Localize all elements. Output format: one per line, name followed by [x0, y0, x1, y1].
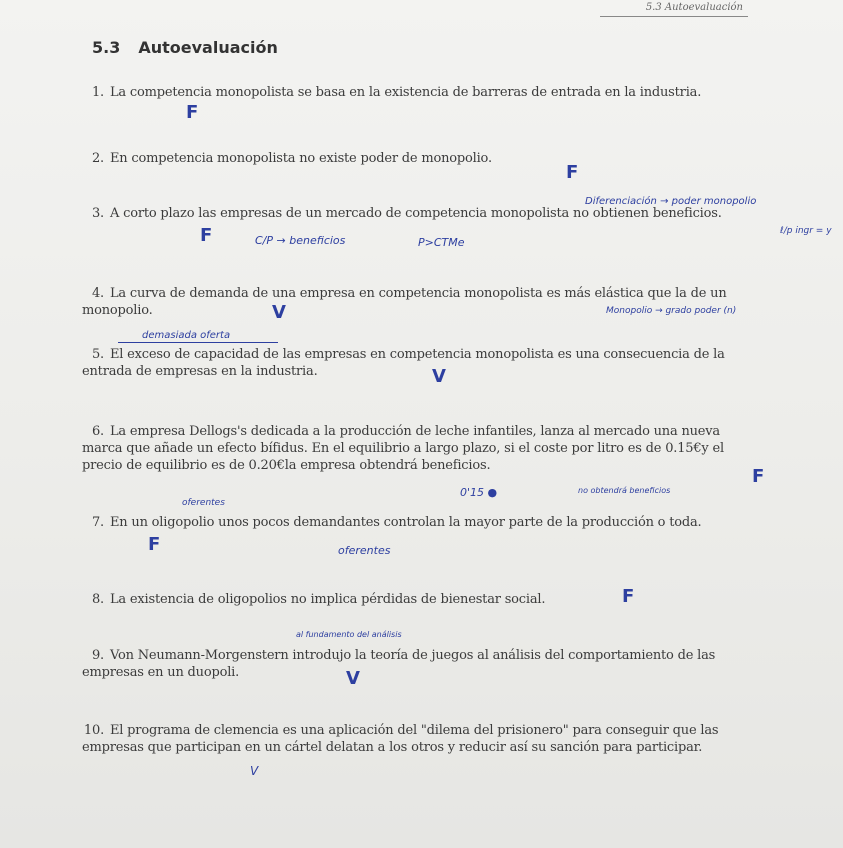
question-number: 9.	[91, 648, 104, 663]
handwritten-note: oferentes	[338, 544, 391, 557]
question-number: 6.	[91, 424, 104, 439]
handwritten-note: Diferenciación → poder monopolio	[585, 196, 757, 207]
answer-mark: V	[432, 366, 446, 387]
question-10	[82, 722, 762, 756]
section-title-text: Autoevaluación	[138, 38, 278, 57]
question-text: La curva de demanda de una empresa en competencia monopolista es más elástica que la de un monopolio.	[82, 286, 727, 318]
question-3	[82, 205, 762, 222]
section-title	[92, 38, 278, 57]
question-text: A corto plazo las empresas de un mercado de competencia monopolista no obtienen beneficios.	[110, 206, 722, 221]
question-number: 7.	[91, 515, 104, 530]
handwritten-note: demasiada oferta	[142, 330, 231, 341]
question-text: En competencia monopolista no existe poder de monopolio.	[110, 151, 492, 166]
answer-mark: F	[200, 225, 213, 246]
answer-mark: V	[346, 668, 360, 689]
handwritten-note: 0'15 ●	[460, 486, 498, 499]
question-number: 8.	[91, 592, 104, 607]
question-6	[82, 423, 762, 474]
question-number: 1.	[91, 85, 104, 100]
question-8	[82, 591, 762, 608]
answer-mark: V	[250, 764, 259, 778]
question-number: 10.	[83, 723, 104, 738]
question-text: El exceso de capacidad de las empresas en competencia monopolista es una consecuencia de la entrada de empresas en la industria.	[82, 347, 725, 379]
question-text: Von Neumann-Morgenstern introdujo la teoría de juegos al análisis del comportamiento de las empresas en un duopoli.	[82, 648, 716, 680]
handwritten-note: no obtendrá beneficios	[578, 486, 671, 495]
handwritten-note: al fundamento del análisis	[296, 630, 402, 639]
section-number: 5.3	[92, 38, 121, 57]
question-text: El programa de clemencia es una aplicación del "dilema del prisionero" para conseguir que las empresas que participan en un cártel delatan a los otros y reducir así su sanción para participar.	[82, 723, 719, 755]
running-head: 5.3 Autoevaluación	[645, 2, 743, 13]
question-number: 5.	[91, 347, 104, 362]
handwritten-note: ℓ/p ingr = y	[780, 226, 832, 236]
header-rule	[600, 16, 748, 17]
question-text: La existencia de oligopolios no implica pérdidas de bienestar social.	[110, 592, 546, 607]
question-9	[82, 647, 762, 681]
question-text: En un oligopolio unos pocos demandantes controlan la mayor parte de la producción o toda.	[110, 515, 702, 530]
answer-mark: F	[186, 102, 199, 123]
handwritten-note: P>CTMe	[418, 236, 465, 249]
answer-mark: F	[622, 586, 635, 607]
question-7	[82, 514, 762, 531]
question-number: 3.	[91, 206, 104, 221]
answer-mark: F	[752, 466, 765, 487]
answer-mark: V	[272, 302, 286, 323]
question-2	[82, 150, 762, 167]
question-text: La competencia monopolista se basa en la existencia de barreras de entrada en la industria.	[110, 85, 702, 100]
question-1	[82, 84, 762, 101]
answer-mark: F	[148, 534, 161, 555]
question-number: 4.	[91, 286, 104, 301]
question-5	[82, 346, 762, 380]
handwritten-note: oferentes	[182, 498, 225, 508]
question-text: La empresa Dellogs's dedicada a la producción de leche infantiles, lanza al mercado una nueva marca que añade un efecto bífidus. En el equilibrio a largo plazo, si el coste por litro es de 0.15€y el precio de equilibrio es de 0.20€la empresa obtendrá beneficios.	[82, 424, 724, 473]
answer-mark: F	[566, 162, 579, 183]
question-number: 2.	[91, 151, 104, 166]
handwritten-underline	[118, 342, 278, 343]
handwritten-note: C/P → beneficios	[255, 234, 346, 247]
handwritten-note: Monopolio → grado poder (n)	[606, 306, 737, 316]
